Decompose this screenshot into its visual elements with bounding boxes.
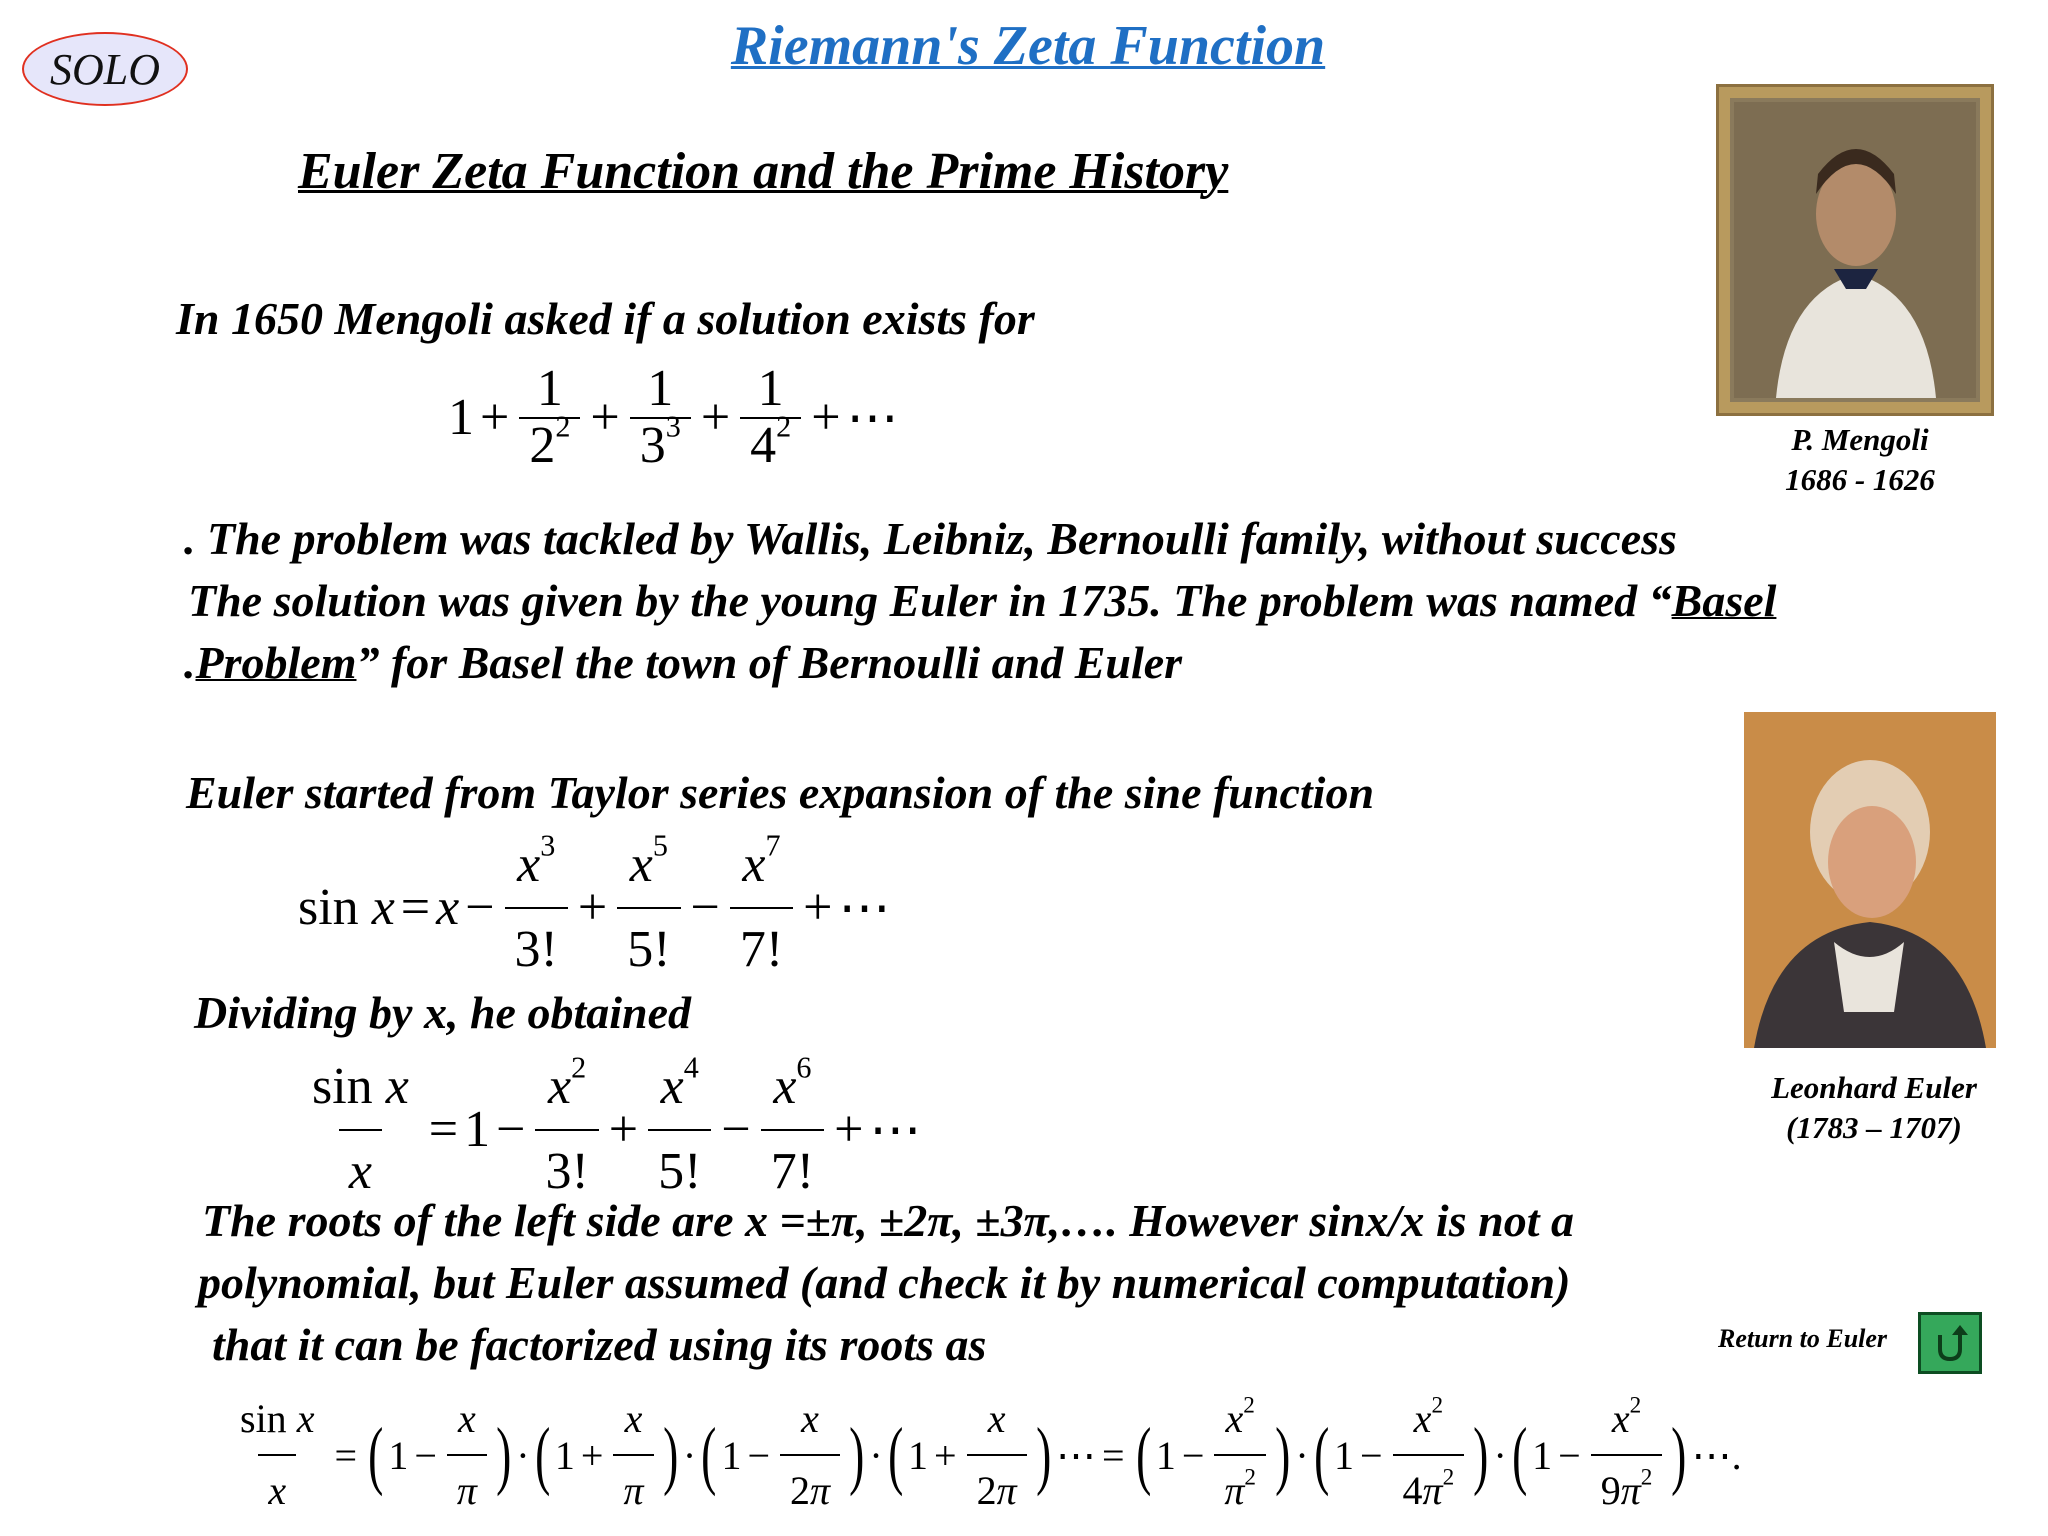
eq-fraction — [230, 1398, 324, 1512]
problem-underlined: Problem — [195, 637, 357, 688]
intro-text: In 1650 Mengoli asked if a solution exists for — [176, 293, 1035, 344]
eq-term: sin — [240, 1396, 287, 1441]
eq-operator: + — [590, 389, 620, 447]
eq-exponent: 2 — [1244, 1464, 1257, 1491]
eq-variable: π — [996, 1468, 1017, 1513]
eq-paren: ( — [701, 1413, 717, 1497]
eq-numerator: 1 — [647, 360, 674, 417]
eq-operator: − — [1558, 1432, 1581, 1478]
eq-paren: ( — [1511, 1413, 1528, 1497]
eq-variable: x — [742, 836, 766, 893]
eq-operator: · — [1493, 1432, 1507, 1478]
eq-variable: x — [773, 1058, 797, 1115]
eq-operator: + — [934, 1432, 957, 1478]
mengoli-portrait — [1716, 84, 1994, 416]
eq-term: sin — [298, 879, 359, 937]
eq-variable: x — [660, 1058, 684, 1115]
history-text-line2 — [188, 570, 1776, 632]
mengoli-name: P. Mengoli — [1791, 422, 1929, 457]
eq-term: 1 — [464, 1101, 491, 1159]
euler-portrait — [1744, 712, 1996, 1048]
eq-operator: = — [334, 1432, 358, 1478]
roots-text-line1: The roots of the left side are x =±π, ±2π, ±3π,…. However sinx/x is not a — [202, 1195, 1574, 1246]
eq-exponent: 7 — [765, 828, 781, 863]
eq-term: 9 — [1600, 1468, 1621, 1513]
eq-operator: + — [700, 389, 731, 447]
history-text-segment: . — [184, 637, 196, 688]
eq-numerator — [732, 828, 790, 907]
euler-portrait-frame — [1744, 712, 1996, 1048]
eq-term: 1 — [908, 1432, 929, 1478]
eq-paren: ) — [1275, 1413, 1291, 1497]
solo-logo: SOLO — [22, 32, 188, 106]
eq-operator: − — [465, 879, 495, 937]
taylor-intro-text: Euler started from Taylor series expansion of the sine function — [186, 767, 1375, 818]
eq-operator: − — [496, 1101, 526, 1159]
eq-operator: − — [1181, 1432, 1205, 1478]
eq-term: 4 — [1402, 1468, 1423, 1513]
eq-operator: − — [414, 1432, 437, 1478]
eq-paren: ) — [1473, 1413, 1489, 1497]
eq-fraction — [1591, 1392, 1663, 1513]
return-button[interactable] — [1918, 1312, 1982, 1374]
eq-numerator — [538, 1050, 596, 1129]
eq-fraction — [630, 362, 691, 473]
eq-variable: x — [629, 836, 653, 893]
eq-numerator — [302, 1060, 419, 1129]
eq-paren: ) — [1671, 1413, 1687, 1497]
eq-ellipsis: ⋯ — [846, 389, 899, 447]
eq-operator: + — [480, 389, 510, 447]
eq-denominator: 5! — [648, 1129, 711, 1200]
eq-fraction — [505, 828, 568, 978]
eq-operator: · — [1295, 1432, 1309, 1478]
eq-denominator — [1591, 1454, 1663, 1512]
eq-variable: x — [548, 1058, 572, 1115]
eq-numerator — [1404, 1392, 1453, 1454]
eq-paren: ) — [496, 1413, 512, 1497]
eq-fraction — [302, 1060, 419, 1199]
eq-operator: = — [1101, 1432, 1125, 1478]
eq-variable: x — [436, 879, 460, 937]
eq-exponent: 6 — [796, 1050, 812, 1085]
eq-paren: ( — [368, 1413, 384, 1497]
eq-denominator — [967, 1454, 1027, 1512]
eq-exponent: 2 — [555, 408, 571, 443]
eq-denominator: 7! — [730, 907, 793, 978]
eq-denominator: π — [613, 1454, 653, 1512]
eq-paren: ( — [1135, 1413, 1151, 1497]
eq-ellipsis: ⋯ — [1055, 1432, 1096, 1478]
mengoli-dates: 1686 - 1626 — [1785, 462, 1935, 497]
eq-numerator — [507, 828, 565, 907]
eq-denominator — [1214, 1454, 1266, 1512]
eq-operator: · — [869, 1432, 883, 1478]
eq-ellipsis: ⋯ — [869, 1101, 922, 1159]
eq-fraction — [648, 1050, 711, 1200]
eq-variable: x — [385, 1058, 409, 1115]
eq-operator: + — [811, 389, 841, 447]
eq-variable: x — [296, 1396, 315, 1441]
eq-exponent: 2 — [1640, 1464, 1653, 1491]
eq-variable: x — [1225, 1396, 1244, 1441]
eq-fraction — [617, 828, 680, 978]
roots-text-line3: that it can be factorized using its roots as — [212, 1319, 987, 1370]
basel-underlined: Basel — [1671, 575, 1777, 626]
return-arrow-icon — [1928, 1321, 1972, 1365]
eq-denominator — [780, 1454, 840, 1512]
eq-denominator — [519, 408, 580, 474]
return-to-euler-link[interactable]: Return to Euler — [1718, 1324, 1888, 1353]
eq-fraction — [780, 1398, 840, 1512]
euler-dates: (1783 – 1707) — [1786, 1110, 1962, 1145]
eq-numerator — [230, 1398, 324, 1454]
eq-exponent: 2 — [1629, 1392, 1642, 1419]
eq-variable: π — [1620, 1468, 1641, 1513]
eq-denominator — [1393, 1454, 1465, 1512]
eq-variable: x — [1413, 1396, 1432, 1441]
eq-exponent: 3 — [540, 828, 556, 863]
eq-fraction — [730, 828, 793, 978]
eq-paren: ( — [534, 1413, 550, 1497]
eq-paren: ) — [1035, 1413, 1051, 1497]
eq-operator: − — [721, 1101, 751, 1159]
eq-variable: x — [517, 836, 541, 893]
eq-numerator: 1 — [757, 360, 784, 417]
history-text-segment: ” for Basel the town of Bernoulli and Euler — [356, 637, 1183, 688]
eq-variable: x — [371, 879, 395, 937]
eq-exponent: 2 — [1431, 1392, 1444, 1419]
euler-name: Leonhard Euler — [1771, 1070, 1977, 1105]
eq-operator: + — [834, 1101, 864, 1159]
eq-numerator — [651, 1050, 709, 1129]
eq-variable: π — [1422, 1468, 1443, 1513]
eq-denominator — [630, 408, 691, 474]
history-text-line1: . The problem was tackled by Wallis, Leibniz, Bernoulli family, without success — [184, 513, 1677, 564]
section-title: Euler Zeta Function and the Prime History — [298, 143, 1229, 200]
eq-denominator: π — [447, 1454, 487, 1512]
eq-denominator: x — [339, 1129, 382, 1200]
eq-numerator — [620, 828, 678, 907]
eq-denominator — [740, 408, 801, 474]
eq-term: 1 — [1333, 1432, 1354, 1478]
eq-variable: π — [1224, 1468, 1245, 1513]
eq-ellipsis: ⋯ — [838, 879, 891, 937]
eq-exponent: 2 — [571, 1050, 587, 1085]
eq-exponent: 2 — [1442, 1464, 1455, 1491]
eq-variable: π — [810, 1468, 831, 1513]
eq-numerator: x — [624, 1396, 643, 1441]
eq-fraction — [613, 1398, 653, 1512]
eq-variable: x — [1611, 1396, 1630, 1441]
eq-term: 1 — [721, 1432, 742, 1478]
eq-operator: · — [682, 1432, 697, 1478]
eq-exponent: 5 — [652, 828, 668, 863]
eq-operator: + — [608, 1101, 639, 1159]
eq-term: sin — [312, 1058, 373, 1115]
eq-fraction — [1393, 1392, 1465, 1513]
eq-exponent: 2 — [776, 408, 792, 443]
eq-fraction — [740, 362, 801, 473]
eq-fraction — [519, 362, 580, 473]
eq-ellipsis: ⋯. — [1691, 1432, 1742, 1478]
eq-numerator — [1216, 1392, 1265, 1454]
eq-operator: + — [580, 1432, 604, 1478]
eq-term: 2 — [790, 1468, 811, 1513]
equation-sinc-series — [298, 1050, 922, 1200]
eq-fraction — [535, 1050, 598, 1200]
eq-denominator: 7! — [761, 1129, 824, 1200]
eq-denominator: 3! — [505, 907, 568, 978]
eq-base: 3 — [639, 416, 666, 474]
eq-term: 2 — [976, 1468, 997, 1513]
eq-numerator — [763, 1050, 821, 1129]
eq-numerator — [1602, 1392, 1651, 1454]
eq-operator: − — [690, 879, 720, 937]
eq-term: 1 — [1155, 1432, 1176, 1478]
history-text-line3 — [184, 632, 1182, 694]
eq-denominator: 5! — [617, 907, 680, 978]
eq-numerator: 1 — [536, 360, 563, 417]
eq-operator: + — [577, 879, 608, 937]
eq-fraction — [967, 1398, 1027, 1512]
eq-term: 1 — [388, 1432, 409, 1478]
eq-operator: = — [400, 879, 431, 937]
eq-paren: ) — [849, 1413, 865, 1497]
eq-fraction — [761, 1050, 824, 1200]
eq-operator: · — [516, 1432, 530, 1478]
eq-operator: = — [428, 1101, 459, 1159]
eq-exponent: 3 — [665, 408, 681, 443]
eq-numerator: x — [987, 1396, 1006, 1441]
eq-denominator: 3! — [535, 1129, 598, 1200]
equation-sine-taylor — [298, 828, 891, 978]
eq-numerator: x — [801, 1396, 819, 1441]
dividing-text: Dividing by x, he obtained — [194, 987, 692, 1038]
eq-term: 1 — [448, 389, 474, 447]
roots-text-line2: polynomial, but Euler assumed (and check it by numerical computation) — [198, 1257, 1571, 1308]
mengoli-portrait-frame — [1716, 84, 1994, 416]
page-title[interactable]: Riemann's Zeta Function — [730, 15, 1326, 77]
equation-sine-product — [226, 1392, 1742, 1513]
eq-base: 4 — [750, 416, 777, 474]
equation-mengoli-series — [448, 362, 899, 473]
eq-paren: ( — [1313, 1413, 1329, 1497]
eq-denominator: x — [258, 1454, 296, 1512]
eq-fraction — [447, 1398, 487, 1512]
eq-numerator: x — [458, 1396, 476, 1441]
eq-operator: − — [1359, 1432, 1383, 1478]
eq-paren: ) — [662, 1413, 678, 1497]
eq-operator: + — [803, 879, 833, 937]
eq-paren: ( — [887, 1413, 903, 1497]
eq-term: 1 — [1532, 1432, 1553, 1478]
eq-exponent: 4 — [683, 1050, 699, 1085]
history-text-segment: The solution was given by the young Euler in 1735. The problem was named “ — [188, 575, 1672, 626]
eq-fraction — [1214, 1392, 1266, 1513]
eq-term: 1 — [554, 1432, 575, 1478]
eq-operator: − — [747, 1432, 771, 1478]
eq-base: 2 — [529, 416, 556, 474]
eq-exponent: 2 — [1243, 1392, 1255, 1419]
